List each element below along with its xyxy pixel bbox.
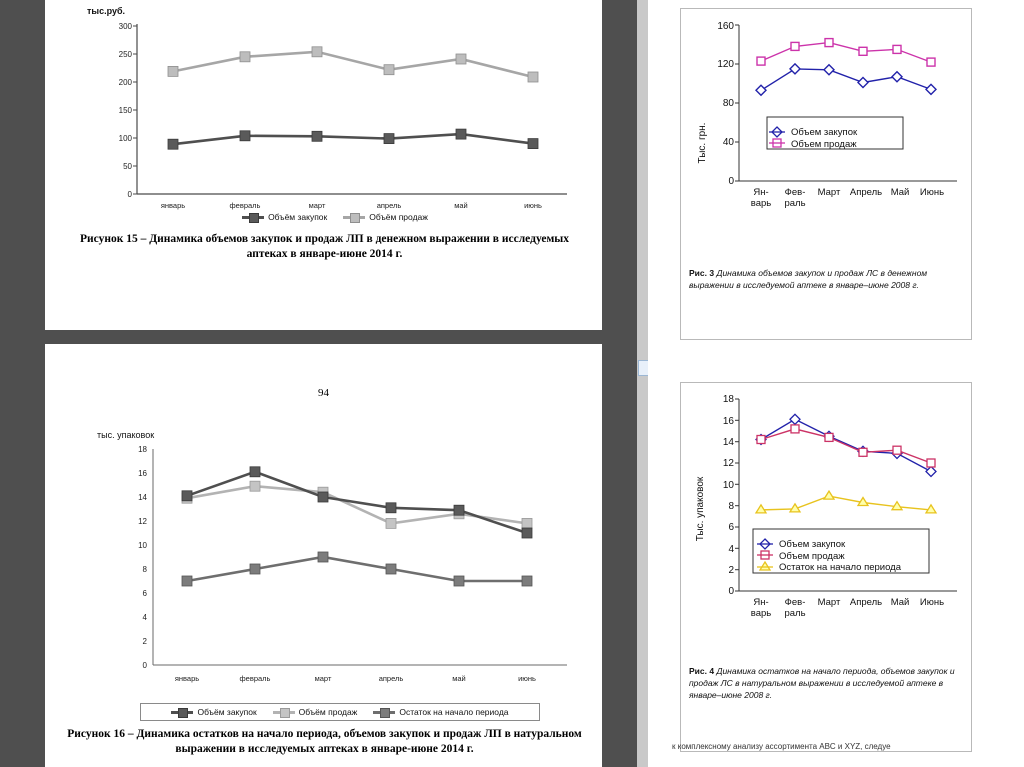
svg-text:16: 16 — [138, 469, 147, 478]
legend-item — [171, 707, 256, 717]
svg-text:8: 8 — [142, 565, 147, 574]
svg-text:апрель: апрель — [378, 674, 404, 683]
svg-text:80: 80 — [722, 98, 734, 109]
svg-text:250: 250 — [118, 50, 132, 59]
slide-1 — [45, 0, 602, 330]
svg-text:Март: Март — [817, 187, 841, 198]
svg-text:Тыс. грн.: Тыс. грн. — [697, 122, 708, 164]
svg-text:Май: Май — [890, 187, 910, 198]
slide1-axis-title: тыс.руб. — [87, 6, 126, 16]
figure-4-caption-text: Динамика остатков на начало периода, объемов закупок и продаж ЛС в натуральном выражении в исследуемой аптеке в январе–июне 2008 г. — [689, 666, 955, 700]
legend-swatch-stock — [373, 711, 395, 714]
slide1-caption: Рисунок 15 – Динамика объемов закупок и продаж ЛП в денежном выражении в исследуемых аптеках в январе-июне 2014 г. — [79, 233, 570, 260]
legend-item — [273, 707, 358, 717]
svg-text:40: 40 — [722, 137, 734, 148]
svg-text:12: 12 — [722, 458, 734, 469]
slide2-caption: Рисунок 16 – Динамика остатков на начало периода, объемов закупок и продаж ЛП в натуральном выражении в исследуемых аптеках в январе-июне 2014 г. — [67, 728, 582, 755]
svg-text:Ян-: Ян- — [753, 187, 769, 198]
svg-text:январь: январь — [160, 201, 186, 210]
svg-text:март: март — [308, 201, 326, 210]
right-page — [648, 0, 1024, 767]
svg-text:0: 0 — [728, 176, 734, 187]
svg-text:300: 300 — [118, 22, 132, 31]
slide-separator-left-1 — [0, 0, 45, 330]
svg-text:январь: январь — [174, 674, 200, 683]
slide2-axis-title: тыс. упаковок — [97, 430, 155, 440]
legend-label: Остаток на начало периода — [399, 707, 509, 717]
legend-label: Объём продаж — [369, 212, 428, 222]
page-number: 94 — [318, 387, 329, 399]
figure-4-caption-label: Рис. 4 — [689, 666, 715, 676]
svg-text:4: 4 — [142, 613, 147, 622]
figure-3-box — [680, 8, 972, 340]
slide1-legend — [155, 212, 515, 222]
figure-3-caption — [689, 267, 961, 291]
svg-text:10: 10 — [722, 480, 734, 491]
right-page-footnote: к комплексному анализу ассортимента ABC и XYZ, следуе — [672, 742, 891, 751]
svg-text:март: март — [314, 674, 332, 683]
slide-2 — [45, 345, 602, 767]
svg-text:Июнь: Июнь — [919, 187, 945, 198]
svg-text:14: 14 — [138, 493, 147, 502]
slide2-chart-svg — [75, 443, 575, 693]
svg-text:Тыс. упаковок: Тыс. упаковок — [695, 476, 706, 542]
svg-text:Остаток на начало периода: Остаток на начало периода — [779, 562, 901, 573]
legend-swatch-sales — [273, 711, 295, 714]
legend-item — [343, 212, 428, 222]
svg-text:18: 18 — [722, 394, 734, 405]
slide1-chart-svg — [75, 16, 575, 216]
svg-text:Апрель: Апрель — [849, 187, 883, 198]
figure-3-caption-text: Динамика объемов закупок и продаж ЛС в денежном выражении в исследуемой аптеке в январе–июне 2008 г. — [689, 268, 928, 290]
slide-separator-left-2 — [0, 344, 45, 767]
svg-text:июнь: июнь — [518, 674, 536, 683]
svg-text:160: 160 — [717, 21, 734, 32]
svg-text:18: 18 — [138, 445, 147, 454]
svg-text:0: 0 — [127, 190, 132, 199]
svg-text:16: 16 — [722, 416, 734, 427]
svg-text:2: 2 — [728, 565, 734, 576]
legend-label: Объём закупок — [268, 212, 328, 222]
legend-swatch-purchases — [242, 216, 264, 219]
legend-item — [373, 707, 508, 717]
figure-3-caption-label: Рис. 3 — [689, 268, 715, 278]
svg-text:май: май — [454, 201, 468, 210]
svg-text:раль: раль — [784, 608, 806, 619]
slide2-chart — [75, 443, 575, 693]
svg-text:Фев-: Фев- — [784, 597, 806, 608]
slide2-legend — [140, 703, 540, 721]
slide-separator-middle — [0, 330, 637, 344]
figure-4-caption — [689, 665, 961, 701]
figure-4-legend — [753, 529, 929, 573]
svg-text:0: 0 — [142, 661, 147, 670]
svg-text:12: 12 — [138, 517, 147, 526]
svg-text:200: 200 — [118, 78, 132, 87]
svg-text:8: 8 — [728, 501, 734, 512]
svg-text:Апрель: Апрель — [849, 597, 883, 608]
figure-4-box — [680, 382, 972, 752]
figure-3-legend — [767, 117, 903, 150]
scrollbar-divider[interactable] — [637, 0, 648, 767]
svg-text:6: 6 — [728, 522, 734, 533]
svg-text:50: 50 — [123, 162, 132, 171]
svg-text:февраль: февраль — [229, 201, 261, 210]
svg-text:6: 6 — [142, 589, 147, 598]
slide-separator-right-2 — [602, 344, 637, 767]
svg-text:варь: варь — [750, 198, 772, 209]
svg-text:Объем закупок: Объем закупок — [779, 539, 846, 550]
svg-text:Май: Май — [890, 597, 910, 608]
svg-text:0: 0 — [728, 586, 734, 597]
legend-item — [242, 212, 327, 222]
svg-text:10: 10 — [138, 541, 147, 550]
legend-label: Объём закупок — [197, 707, 257, 717]
svg-text:июнь: июнь — [524, 201, 542, 210]
svg-text:2: 2 — [142, 637, 147, 646]
svg-text:Март: Март — [817, 597, 841, 608]
svg-text:Фев-: Фев- — [784, 187, 806, 198]
svg-text:Июнь: Июнь — [919, 597, 945, 608]
svg-text:150: 150 — [118, 106, 132, 115]
svg-text:май: май — [452, 674, 466, 683]
svg-text:Ян-: Ян- — [753, 597, 769, 608]
svg-text:120: 120 — [717, 59, 734, 70]
slide1-chart — [75, 16, 575, 216]
slide-separator-right-1 — [602, 0, 637, 330]
svg-text:Объем закупок: Объем закупок — [791, 127, 858, 138]
legend-swatch-sales — [343, 216, 365, 219]
svg-text:Объем продаж: Объем продаж — [779, 551, 845, 562]
figure-3-chart-svg — [681, 13, 969, 245]
legend-label: Объём продаж — [298, 707, 358, 717]
svg-text:раль: раль — [784, 198, 806, 209]
figure-4-chart-svg — [681, 389, 969, 649]
svg-text:варь: варь — [750, 608, 772, 619]
svg-text:100: 100 — [118, 134, 132, 143]
svg-text:4: 4 — [728, 544, 734, 555]
legend-swatch-purchases — [171, 711, 193, 714]
svg-text:апрель: апрель — [376, 201, 402, 210]
svg-text:Объем продаж: Объем продаж — [791, 139, 857, 150]
svg-text:14: 14 — [722, 437, 734, 448]
svg-text:февраль: февраль — [239, 674, 271, 683]
